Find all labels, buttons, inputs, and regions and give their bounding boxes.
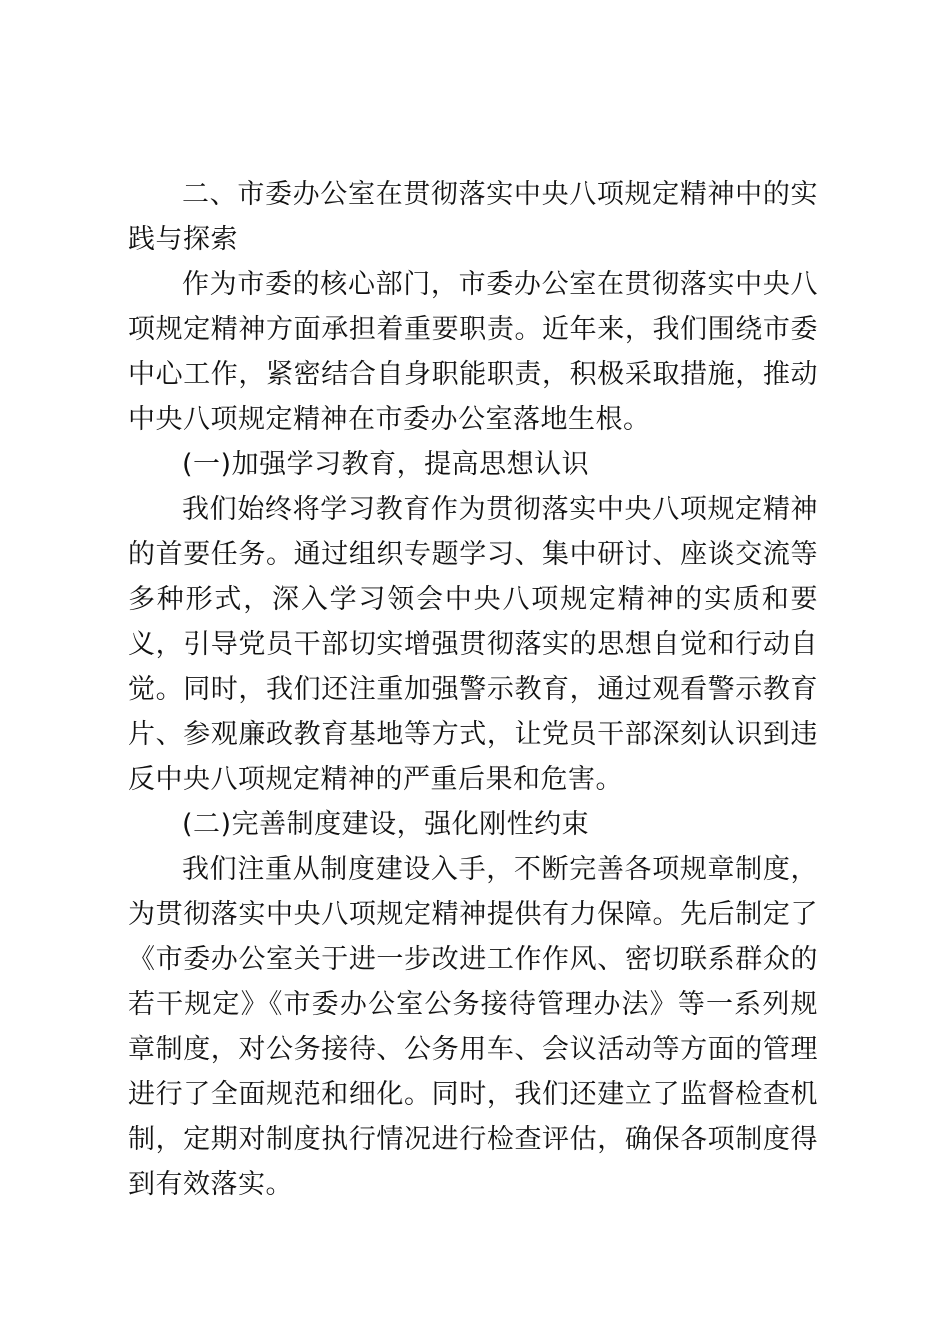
section-heading: 二、市委办公室在贯彻落实中央八项规定精神中的实践与探索 bbox=[128, 179, 818, 255]
document-body bbox=[128, 172, 818, 1207]
subsection-2-body: 我们注重从制度建设入手，不断完善各项规章制度，为贯彻落实中央八项规定精神提供有力保障。先后制定了《市委办公室关于进一步改进工作作风、密切联系群众的若干规定》《市委办公室公务接待管理办法》等一系列规章制度，对公务接待、公务用车、会议活动等方面的管理进行了全面规范和细化。同时，我们还建立了监督检查机制，定期对制度执行情况进行检查评估，确保各项制度得到有效落实。 bbox=[128, 854, 818, 1200]
intro-paragraph: 作为市委的核心部门，市委办公室在贯彻落实中央八项规定精神方面承担着重要职责。近年来，我们围绕市委中心工作，紧密结合自身职能职责，积极采取措施，推动中央八项规定精神在市委办公室落地生根。 bbox=[128, 269, 818, 435]
subsection-1-heading: (一)加强学习教育，提高思想认识 bbox=[182, 449, 590, 480]
subsection-2-heading: (二)完善制度建设，强化刚性约束 bbox=[182, 809, 590, 840]
subsection-1-body: 我们始终将学习教育作为贯彻落实中央八项规定精神的首要任务。通过组织专题学习、集中研讨、座谈交流等多种形式，深入学习领会中央八项规定精神的实质和要义，引导党员干部切实增强贯彻落实的思想自觉和行动自觉。同时，我们还注重加强警示教育，通过观看警示教育片、参观廉政教育基地等方式，让党员干部深刻认识到违反中央八项规定精神的严重后果和危害。 bbox=[128, 494, 818, 795]
